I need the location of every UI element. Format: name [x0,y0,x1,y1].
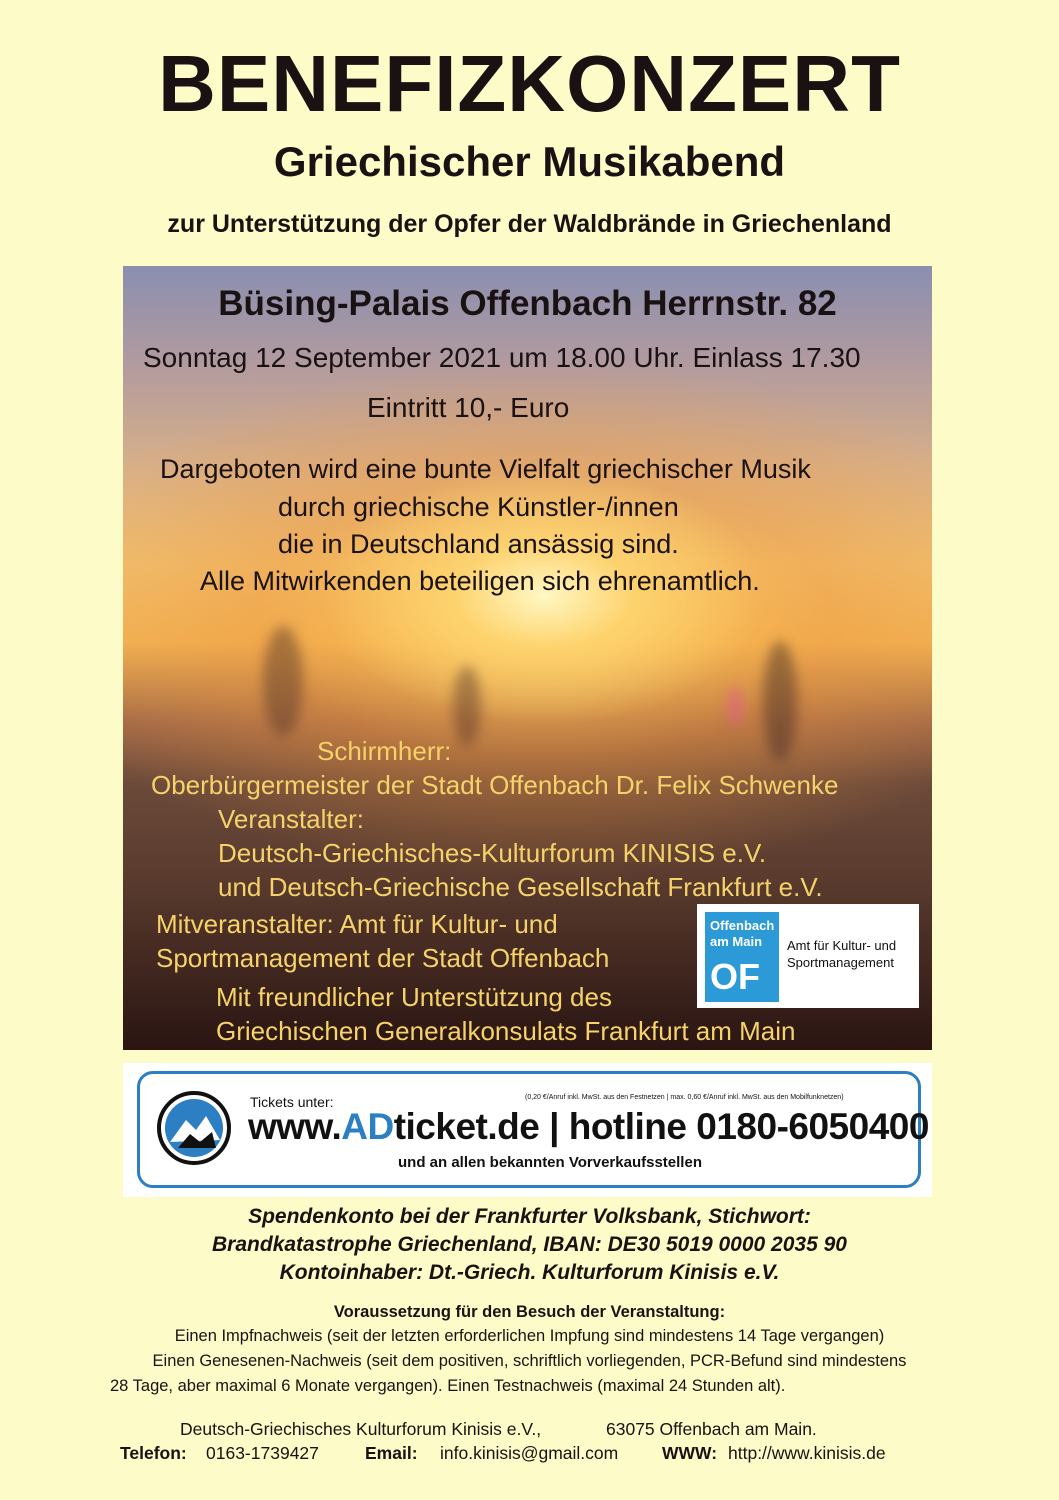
logo-abbr: OF [710,956,760,997]
url-highlight: AD [341,1106,394,1147]
silhouette [453,666,481,746]
event-date: Sonntag 12 September 2021 um 18.00 Uhr. Einlass 17.30 [143,342,861,373]
of-badge [705,912,779,1002]
description-line: Dargeboten wird eine bunte Vielfalt griechischer Musik [160,454,811,484]
phone-number[interactable]: 0163-1739427 [206,1443,319,1463]
bank-line: Brandkatastrophe Griechenland, IBAN: DE30 5019 0000 2035 90 [212,1233,847,1256]
ticket-banner [123,1063,932,1197]
logo-city-line: Offenbach [710,918,775,933]
organizer-label: Veranstalter: [218,804,364,834]
offenbach-logo [697,904,919,1008]
tickets-label: Tickets unter: [250,1094,334,1110]
requirements-line: Einen Impfnachweis (seit der letzten erforderlichen Impfung sind mindestens 14 Tage vergangen) [174,1327,885,1345]
web-label: WWW: [662,1443,718,1463]
poster-subtitle: Griechischer Musikabend [273,138,786,185]
support-line: Griechischen Generalkonsulats Frankfurt am Main [216,1016,796,1046]
tickets-presale: und an allen bekannten Vorverkaufsstellen [398,1154,702,1171]
phone-label: Telefon: [120,1443,187,1463]
requirements-line: Einen Genesenen-Nachweis (seit dem positiven, schriftlich vorliegenden, PCR-Befund sind mindestens [152,1352,907,1370]
coorganizer-line: Sportmanagement der Stadt Offenbach [156,943,610,973]
description-line: durch griechische Künstler-/innen [278,492,679,522]
bank-line: Kontoinhaber: Dt.-Griech. Kulturforum Kinisis e.V. [279,1261,780,1284]
logo-dept-line: Sportmanagement [787,955,894,970]
web-link[interactable]: http://www.kinisis.de [728,1443,886,1463]
silhouette [263,626,303,736]
description-line: Alle Mitwirkenden beteiligen sich ehrenamtlich. [200,566,760,596]
tickets-url-hotline[interactable] [248,1106,929,1148]
patron-label: Schirmherr: [317,736,452,766]
bank-line: Spendenkonto bei der Frankfurter Volksbank, Stichwort: [248,1205,811,1228]
url-prefix: www. [248,1106,342,1147]
ticket-banner-frame [137,1071,929,1188]
email-label: Email: [365,1443,418,1463]
tickets-fineprint: (0,20 €/Anruf inkl. MwSt. aus den Festnetzen | max. 0,60 €/Anruf inkl. MwSt. aus den Mobilfunknetzen) [525,1094,844,1101]
patron-name: Oberbürgermeister der Stadt Offenbach Dr. Felix Schwenke [151,770,839,800]
requirements-line: 28 Tage, aber maximal 6 Monate vergangen). Einen Testnachweis (maximal 24 Stunden alt). [110,1377,786,1395]
description-line: die in Deutschland ansässig sind. [278,529,679,559]
sunset-photo [123,266,932,1050]
email-link[interactable]: info.kinisis@gmail.com [440,1443,619,1463]
support-line: Mit freundlicher Unterstützung des [216,982,612,1012]
event-entry-price: Eintritt 10,- Euro [367,392,570,423]
poster-title: BENEFIZKONZERT [158,39,901,128]
poster-tagline: zur Unterstützung der Opfer der Waldbrände in Griechenland [167,210,892,238]
organizer-line: und Deutsch-Griechische Gesellschaft Frankfurt e.V. [218,872,823,902]
adticket-logo-icon [156,1090,232,1166]
footer-city: 63075 Offenbach am Main. [606,1419,817,1439]
requirements-title: Voraussetzung für den Besuch der Veranstaltung: [333,1303,726,1321]
coorganizer-line: Mitveranstalter: Amt für Kultur- und [156,909,558,939]
organizer-line: Deutsch-Griechisches-Kulturforum KINISIS e.V. [218,838,767,868]
event-venue: Büsing-Palais Offenbach Herrnstr. 82 [218,284,837,323]
footer-org: Deutsch-Griechisches Kulturforum Kinisis e.V., [180,1419,542,1439]
silhouette [763,641,797,761]
logo-city-line: am Main [710,934,763,949]
lens-flare [728,686,742,726]
logo-dept-line: Amt für Kultur- und [787,938,897,953]
url-suffix: ticket.de | hotline 0180-6050400 [393,1106,929,1147]
